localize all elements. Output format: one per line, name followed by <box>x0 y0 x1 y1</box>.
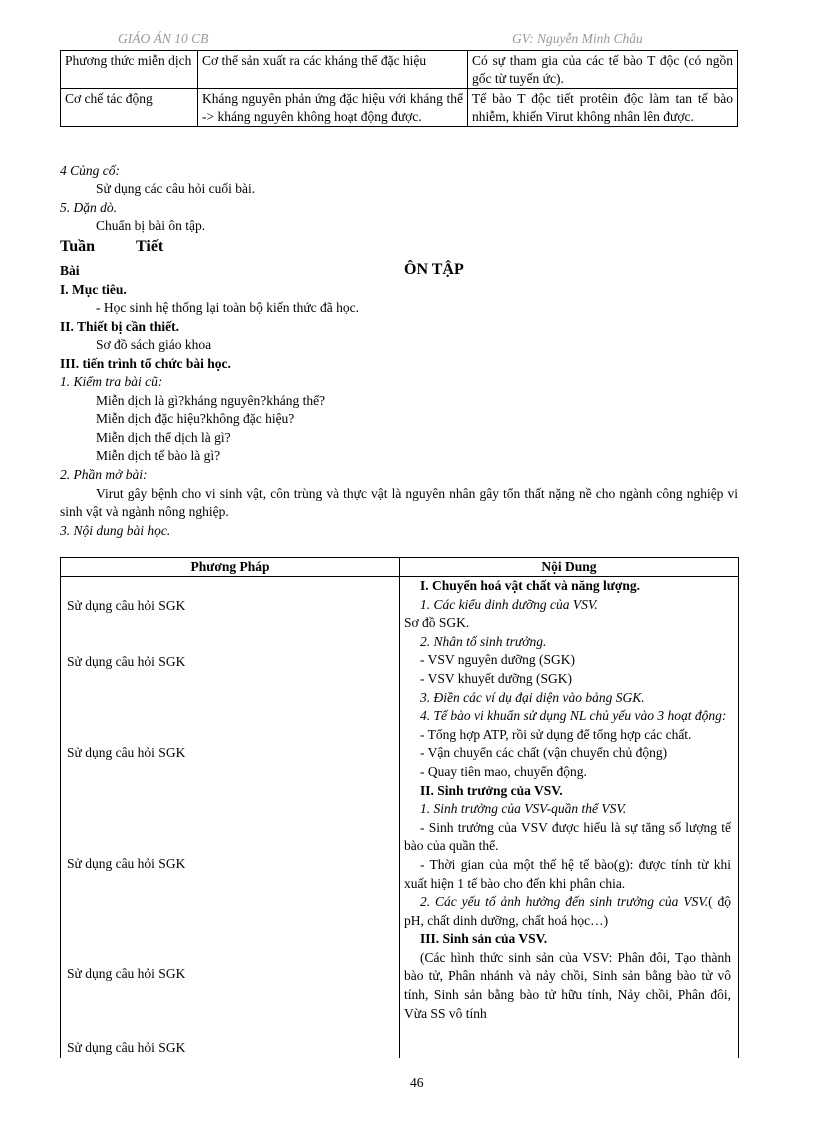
col-header-noi-dung: Nội Dung <box>541 559 597 574</box>
method-label: Sử dụng câu hỏi SGK <box>67 966 186 981</box>
immunity-comparison-table <box>60 50 738 127</box>
subsection-heading: 1. Các kiểu dinh dưỡng của VSV. <box>420 596 598 612</box>
table-cell: Kháng nguyên phản ứng đặc hiệu với kháng thể -> kháng nguyên không hoạt động được. <box>198 89 468 127</box>
content-line: Sơ đồ SGK. <box>404 615 470 631</box>
method-label: Sử dụng câu hỏi SGK <box>67 745 186 760</box>
mo-bai-text: Virut gây bệnh cho vi sinh vật, côn trùng và thực vật là nguyên nhân gây tổn thất nặng nề cho ngành công nghiệp vi sinh vật và ngành nông nghiệp. <box>60 486 738 519</box>
subsection-heading: 2. Nhân tố sinh trưởng. <box>420 633 547 649</box>
header-left: GIÁO ÁN 10 CB <box>118 31 209 46</box>
section-heading: I. Chuyển hoá vật chất và năng lượng. <box>420 578 640 593</box>
content-line: - Tổng hợp ATP, rồi sử dụng để tổng hợp các chất. <box>420 726 692 742</box>
table-row <box>61 51 738 89</box>
table-row <box>61 89 738 127</box>
thiet-bi-text: Sơ đồ sách giáo khoa <box>96 337 212 352</box>
subsection-with-tail <box>404 893 731 930</box>
header-right: GV: Nguyễn Minh Châu <box>512 31 643 46</box>
content-line: - Thời gian của một thế hệ tế bào(g): được tính từ khi xuất hiện 1 tế bào cho đến khi phân chia. <box>404 856 731 891</box>
method-label: Sử dụng câu hỏi SGK <box>67 856 186 871</box>
subsection-heading: 3. Điền các ví dụ đại diện vào bảng SGK. <box>420 689 645 705</box>
mo-bai-heading: 2. Phần mở bài: <box>60 467 148 482</box>
content-paragraph: (Các hình thức sinh sản của VSV: Phân đôi, Tạo thành bào tử, Phân nhánh và nảy chồi, Sinh sản bằng bào tử vô tính, Sinh sản bằng bào tử hữu tính, Nảy chồi, Phân đôi, Vừa SS vô tính <box>404 949 731 1021</box>
column-divider <box>399 558 400 1058</box>
lesson-table <box>60 557 739 1058</box>
bai-label: Bài <box>60 263 80 278</box>
subsection-heading: 1. Sinh trưởng của VSV-quần thể VSV. <box>420 801 627 817</box>
content-line: - VSV nguyên dưỡng (SGK) <box>420 652 575 668</box>
method-label: Sử dụng câu hỏi SGK <box>67 654 186 669</box>
kiem-tra-heading: 1. Kiểm tra bài cũ: <box>60 374 163 389</box>
page-title: ÔN TẬP <box>404 261 464 278</box>
question-item: Miễn dịch tế bào là gì? <box>96 448 221 463</box>
content-line: ( độ pH, chất dinh dưỡng, chất hoá học…) <box>404 894 731 928</box>
tiet-label: Tiết <box>136 238 164 255</box>
lesson-content <box>404 577 731 1023</box>
subsection-heading: 2. Các yếu tố ảnh hưởng đến sinh trưởng của VSV. <box>420 894 709 910</box>
content-line: - Vận chuyển các chất (vận chuyển chủ động) <box>420 745 668 761</box>
question-item: Miễn dịch đặc hiệu?không đặc hiệu? <box>96 411 295 426</box>
cung-co-heading: 4 Củng cố: <box>60 163 120 178</box>
question-item: Miễn dịch là gì?kháng nguyên?kháng thể? <box>96 393 326 408</box>
section-heading: III. Sinh sản của VSV. <box>420 931 548 947</box>
noi-dung-heading: 3. Nội dung bài học. <box>60 523 171 538</box>
tien-trinh-heading: III. tiến trình tổ chức bài học. <box>60 356 231 371</box>
subsection-heading: 4. Tế bào vi khuẩn sử dụng NL chủ yếu vào 3 hoạt động: <box>420 708 727 724</box>
page-number: 46 <box>410 1075 424 1090</box>
content-line: - Sinh trưởng của VSV được hiểu là sự tăng số lượng tế bào của quần thể. <box>404 819 731 854</box>
section-heading: II. Sinh trưởng của VSV. <box>420 782 563 798</box>
table-cell: Cơ thể sản xuất ra các kháng thể đặc hiệu <box>198 51 468 89</box>
cung-co-text: Sử dụng các câu hỏi cuối bài. <box>96 181 256 196</box>
method-label: Sử dụng câu hỏi SGK <box>67 598 186 613</box>
muc-tieu-text: - Học sinh hệ thống lại toàn bộ kiến thức đã học. <box>96 300 360 315</box>
table-cell: Phương thức miễn dịch <box>61 51 198 89</box>
muc-tieu-heading: I. Mục tiêu. <box>60 282 127 297</box>
dan-do-text: Chuẩn bị bài ôn tập. <box>96 218 206 233</box>
tuan-label: Tuần <box>60 238 95 255</box>
question-item: Miễn dịch thể dịch là gì? <box>96 430 231 445</box>
table-cell: Tế bào T độc tiết protêin độc làm tan tế bào nhiễm, khiến Virut không nhân lên được. <box>468 89 738 127</box>
thiet-bi-heading: II. Thiết bị cần thiết. <box>60 319 180 334</box>
table-cell: Cơ chế tác động <box>61 89 198 127</box>
method-label: Sử dụng câu hỏi SGK <box>67 1040 186 1055</box>
table-cell: Có sự tham gia của các tế bào T độc (có ngồn gốc từ tuyến ức). <box>468 51 738 89</box>
col-header-phuong-phap: Phương Pháp <box>190 559 270 574</box>
content-line: - Quay tiên mao, chuyển động. <box>420 763 587 779</box>
dan-do-heading: 5. Dặn dò. <box>60 200 117 215</box>
content-line: - VSV khuyết dưỡng (SGK) <box>420 670 572 686</box>
